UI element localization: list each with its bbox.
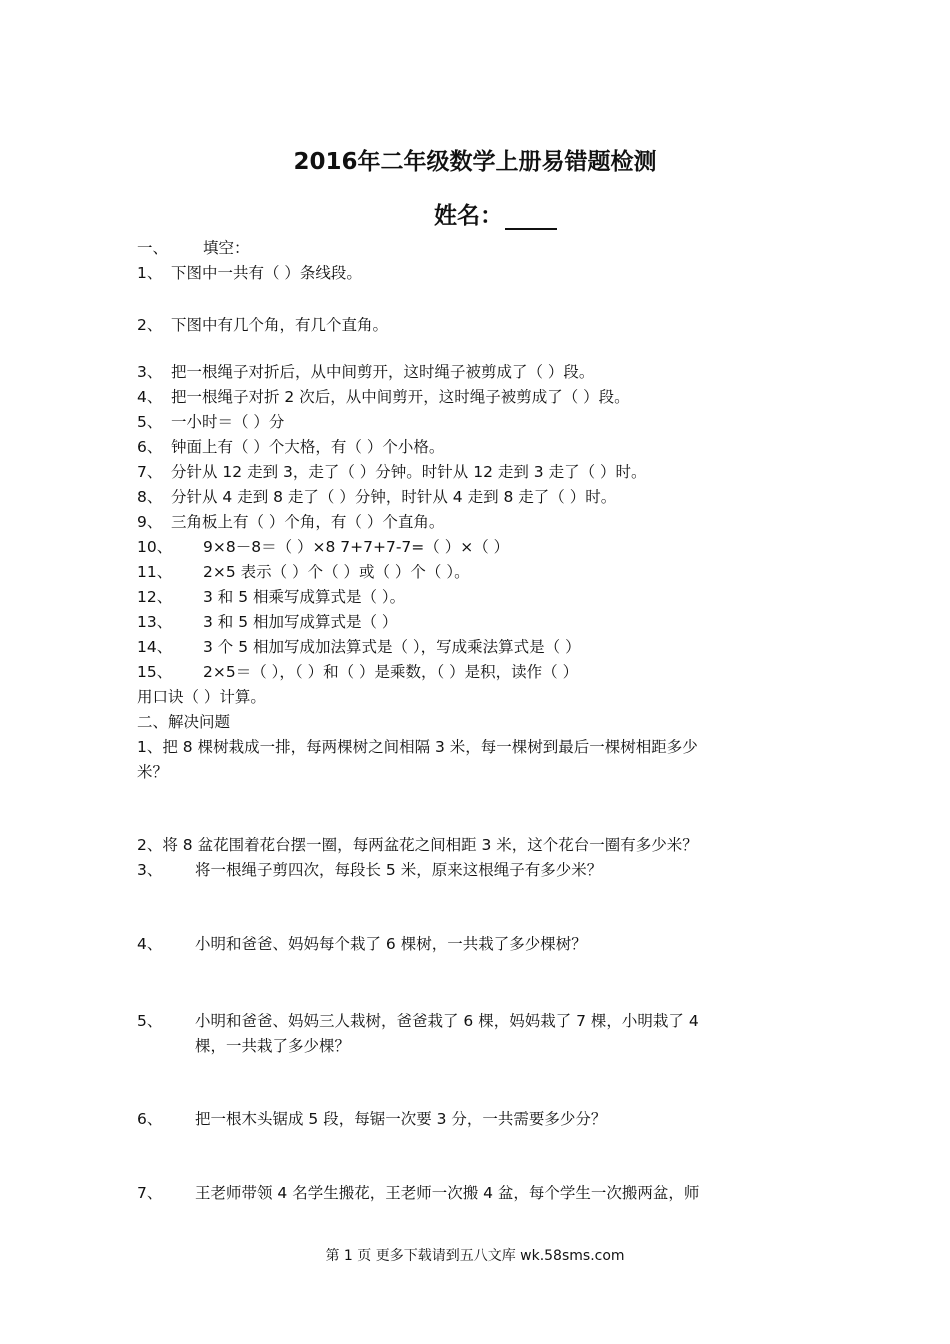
problem-item: 4、 小明和爸爸、妈妈每个栽了 6 棵树，一共栽了多少棵树？ xyxy=(137,935,587,953)
problem-item: 6、 把一根木头锯成 5 段，每锯一次要 3 分，一共需要多少分？ xyxy=(137,1110,607,1128)
fill-item: 6、 钟面上有（ ）个大格，有（ ）个小格。 xyxy=(137,438,445,456)
fill-item: 14、 3 个 5 相加写成加法算式是（ ），写成乘法算式是（ ） xyxy=(137,638,581,656)
problem-1-line-2: 米？ xyxy=(137,763,169,781)
fill-item: 1、 下图中一共有（ ）条线段。 xyxy=(137,264,362,282)
problem-item: 3、 将一根绳子剪四次，每段长 5 米，原来这根绳子有多少米？ xyxy=(137,861,603,879)
name-field xyxy=(434,197,557,230)
problem-item: 7、 王老师带领 4 名学生搬花，王老师一次搬 4 盆，每个学生一次搬两盆，师 xyxy=(137,1184,700,1202)
problem-1-line-1: 1、把 8 棵树栽成一排，每两棵树之间相隔 3 米，每一棵树到最后一棵树相距多少 xyxy=(137,738,698,756)
section-1-heading xyxy=(137,238,250,258)
problem-2: 2、将 8 盆花围着花台摆一圈，每两盆花之间相距 3 米，这个花台一圈有多少米？ xyxy=(137,836,698,854)
section-2-heading: 二、解决问题 xyxy=(137,713,231,731)
fill-item: 3、 把一根绳子对折后，从中间剪开，这时绳子被剪成了（ ）段。 xyxy=(137,363,595,381)
fill-item-continuation: 用口诀（ ）计算。 xyxy=(137,688,266,706)
name-blank xyxy=(505,204,557,230)
fill-item: 4、 把一根绳子对折 2 次后，从中间剪开，这时绳子被剪成了（ ）段。 xyxy=(137,388,630,406)
problem-item: 5、 小明和爸爸、妈妈三人栽树，爸爸栽了 6 棵，妈妈栽了 7 棵，小明栽了 4 xyxy=(137,1012,699,1030)
fill-item: 9、 三角板上有（ ）个角，有（ ）个直角。 xyxy=(137,513,445,531)
fill-item: 12、 3 和 5 相乘写成算式是（ ）。 xyxy=(137,588,406,606)
fill-item: 11、 2×5 表示（ ）个（ ）或（ ）个（ ）。 xyxy=(137,563,470,581)
fill-item: 7、 分针从 12 走到 3，走了（ ）分钟。时针从 12 走到 3 走了（ ）时。 xyxy=(137,463,647,481)
problem-5-continuation: 棵，一共栽了多少棵？ xyxy=(195,1037,351,1055)
fill-item: 13、 3 和 5 相加写成算式是（ ） xyxy=(137,613,398,631)
fill-item: 2、 下图中有几个角，有几个直角。 xyxy=(137,316,389,334)
fill-item: 8、 分针从 4 走到 8 走了（ ）分钟，时针从 4 走到 8 走了（ ）时。 xyxy=(137,488,617,506)
fill-item: 5、 一小时＝（ ）分 xyxy=(137,413,285,431)
name-label: 姓名： xyxy=(434,203,503,229)
page-footer: 第 1 页 更多下载请到五八文库 wk.58sms.com xyxy=(325,1248,625,1264)
document-title: 2016年二年级数学上册易错题检测 xyxy=(293,149,657,175)
fill-item: 15、 2×5＝（ ），（ ）和（ ）是乘数，（ ）是积，读作（ ） xyxy=(137,663,579,681)
fill-item: 10、 9×8－8＝（ ）×8 7+7+7-7=（ ）×（ ） xyxy=(137,538,510,556)
section-1-label: 填空： xyxy=(203,239,250,257)
section-1-number: 一、 xyxy=(137,239,169,257)
